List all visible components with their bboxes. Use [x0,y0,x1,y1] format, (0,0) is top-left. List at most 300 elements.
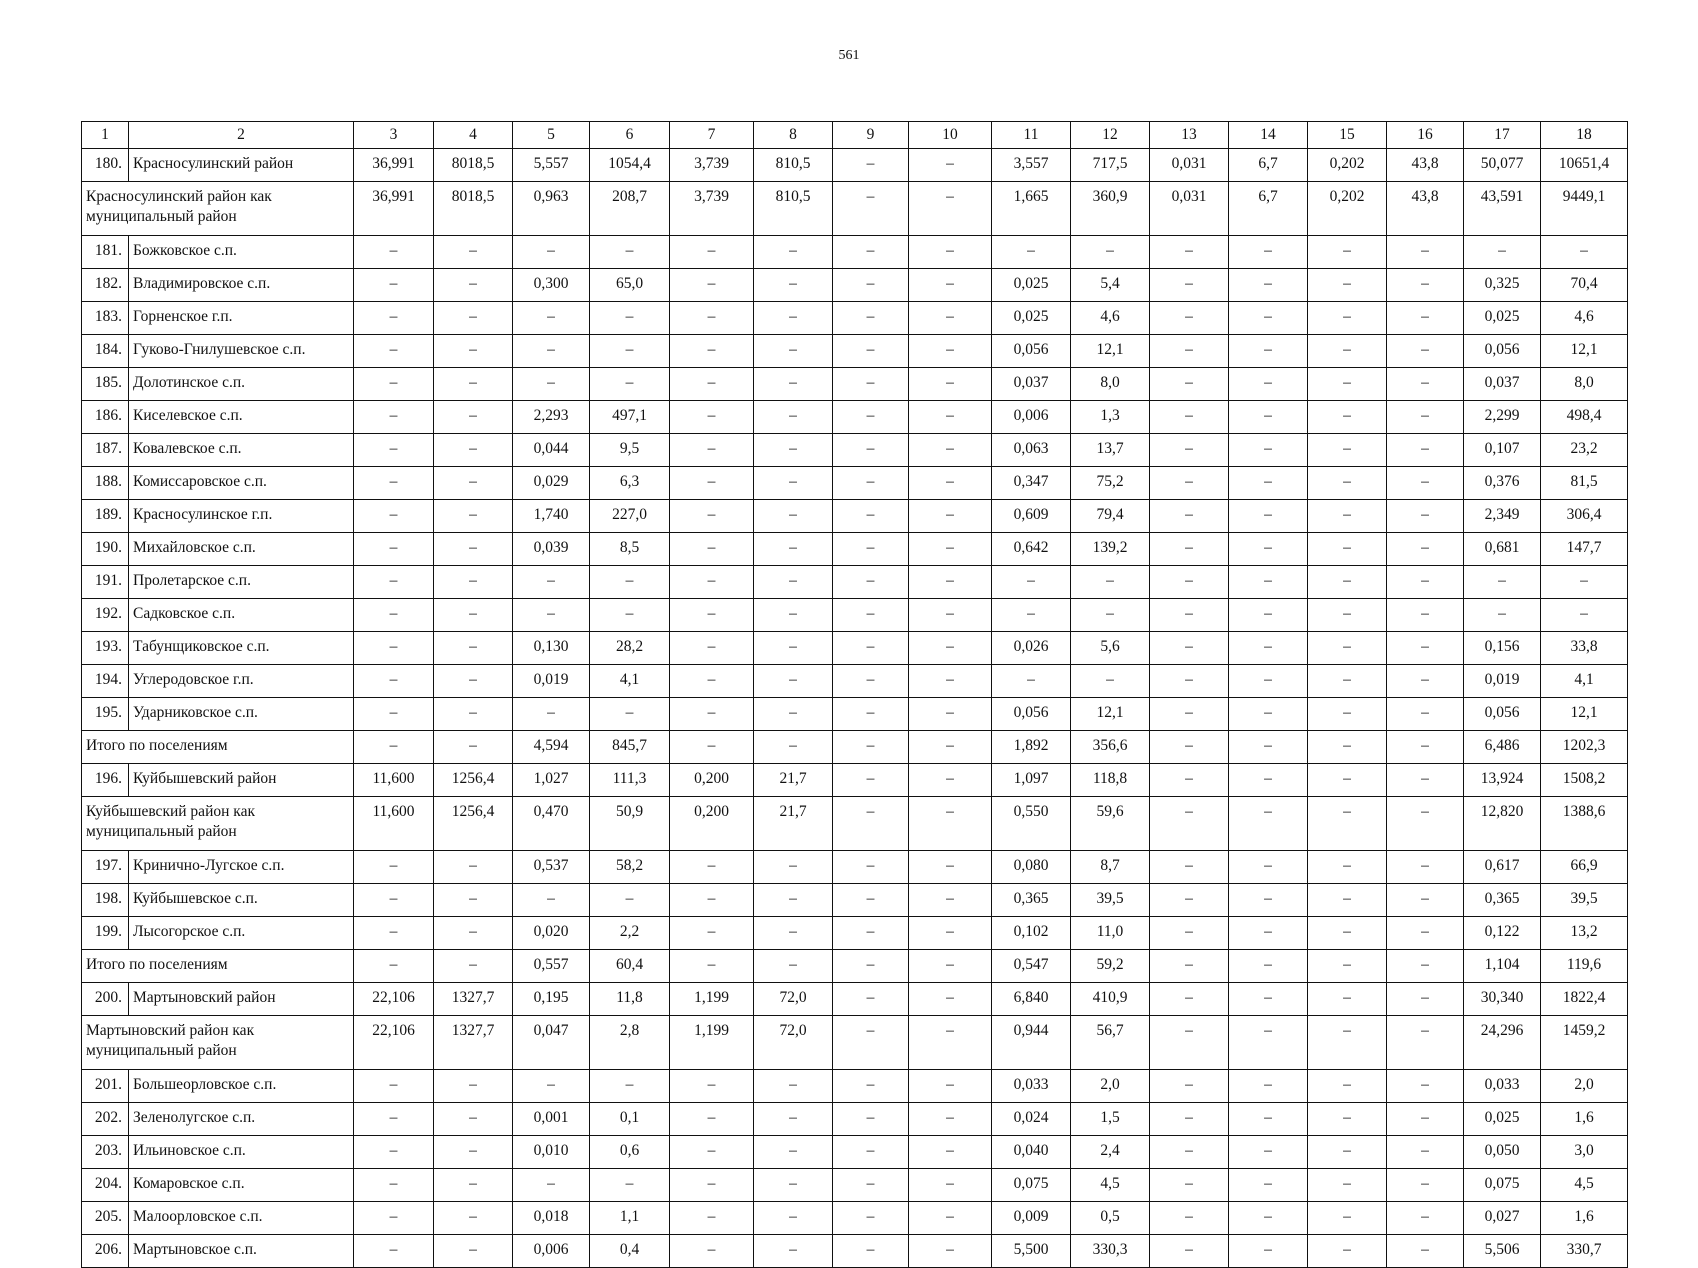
value-cell: – [909,797,992,851]
value-cell: – [354,566,434,599]
value-cell: – [909,917,992,950]
value-cell: – [1387,797,1464,851]
value-cell: 410,9 [1071,983,1150,1016]
value-cell: 39,5 [1071,884,1150,917]
row-name: Ильиновское с.п. [129,1136,354,1169]
value-cell: 0,075 [1464,1169,1541,1202]
value-cell: 10651,4 [1541,149,1628,182]
value-cell: – [1308,1169,1387,1202]
value-cell: – [833,401,909,434]
value-cell: – [434,950,513,983]
value-cell: – [1308,1136,1387,1169]
value-cell: 0,006 [513,1235,590,1268]
value-cell: – [833,467,909,500]
table-row [82,698,1628,731]
value-cell: – [1229,1103,1308,1136]
value-cell: – [513,302,590,335]
value-cell: 147,7 [1541,533,1628,566]
row-number: 182. [82,269,129,302]
value-cell: – [1229,632,1308,665]
row-name: Красносулинское г.п. [129,500,354,533]
value-cell: 12,1 [1071,335,1150,368]
value-cell: – [513,368,590,401]
value-cell: 1822,4 [1541,983,1628,1016]
value-cell: 0,033 [1464,1070,1541,1103]
value-cell: – [1229,533,1308,566]
value-cell: – [1150,884,1229,917]
value-cell: – [434,401,513,434]
table-row [82,1169,1628,1202]
value-cell: – [590,1070,670,1103]
value-cell: – [1071,566,1150,599]
value-cell: – [909,1016,992,1070]
row-number: 190. [82,533,129,566]
value-cell: – [754,368,833,401]
value-cell: 8018,5 [434,182,513,236]
value-cell: – [1308,698,1387,731]
row-label: Итого по поселениям [82,731,354,764]
row-name: Мартыновский район [129,983,354,1016]
value-cell: – [909,302,992,335]
value-cell: – [1071,665,1150,698]
value-cell: 12,1 [1541,335,1628,368]
header-cell: 5 [513,122,590,149]
value-cell: – [754,884,833,917]
value-cell: 0,037 [992,368,1071,401]
value-cell: – [1308,599,1387,632]
value-cell: – [1071,236,1150,269]
value-cell: – [1229,467,1308,500]
value-cell: – [1071,599,1150,632]
value-cell: – [434,467,513,500]
value-cell: – [1229,368,1308,401]
value-cell: 75,2 [1071,467,1150,500]
value-cell: 330,3 [1071,1235,1150,1268]
row-name: Михайловское с.п. [129,533,354,566]
value-cell: 50,9 [590,797,670,851]
value-cell: – [670,368,754,401]
value-cell: – [590,1169,670,1202]
value-cell: 8018,5 [434,149,513,182]
value-cell: – [590,335,670,368]
value-cell: – [833,236,909,269]
value-cell: 0,963 [513,182,590,236]
value-cell: 4,594 [513,731,590,764]
value-cell: 11,600 [354,764,434,797]
value-cell: 9,5 [590,434,670,467]
value-cell: – [434,566,513,599]
row-number: 201. [82,1070,129,1103]
value-cell: – [833,434,909,467]
value-cell: 0,050 [1464,1136,1541,1169]
value-cell: – [909,950,992,983]
value-cell: – [1229,599,1308,632]
row-number: 195. [82,698,129,731]
row-name: Ударниковское с.п. [129,698,354,731]
value-cell: 36,991 [354,182,434,236]
value-cell: – [1308,500,1387,533]
value-cell: 1,199 [670,983,754,1016]
value-cell: – [1541,566,1628,599]
value-cell: 1,1 [590,1202,670,1235]
value-cell: – [1150,566,1229,599]
value-cell: – [909,1235,992,1268]
value-cell: – [354,1235,434,1268]
value-cell: – [909,1169,992,1202]
value-cell: 3,557 [992,149,1071,182]
value-cell: – [1229,983,1308,1016]
row-number: 205. [82,1202,129,1235]
row-name: Углеродовское г.п. [129,665,354,698]
value-cell: – [670,500,754,533]
row-label: Мартыновский район как муниципальный район [82,1016,354,1070]
value-cell: 5,6 [1071,632,1150,665]
value-cell: – [434,1235,513,1268]
row-name: Владимировское с.п. [129,269,354,302]
value-cell: – [1308,1016,1387,1070]
value-cell: – [754,434,833,467]
value-cell: – [833,917,909,950]
value-cell: 59,2 [1071,950,1150,983]
row-number: 199. [82,917,129,950]
value-cell: – [670,851,754,884]
value-cell: 0,037 [1464,368,1541,401]
value-cell: – [670,269,754,302]
value-cell: – [670,335,754,368]
value-cell: – [434,302,513,335]
table-row [82,1202,1628,1235]
value-cell: – [354,467,434,500]
row-label: Красносулинский район как муниципальный район [82,182,354,236]
value-cell: – [434,884,513,917]
subtotal-row [82,797,1628,851]
row-name: Божковское с.п. [129,236,354,269]
value-cell: – [1308,302,1387,335]
row-name: Малоорловское с.п. [129,1202,354,1235]
value-cell: – [909,665,992,698]
value-cell: – [754,1169,833,1202]
value-cell: – [1229,764,1308,797]
table-row [82,599,1628,632]
value-cell: – [1150,368,1229,401]
value-cell: 28,2 [590,632,670,665]
value-cell: – [754,302,833,335]
row-name: Комаровское с.п. [129,1169,354,1202]
value-cell: 5,4 [1071,269,1150,302]
value-cell: – [909,149,992,182]
header-cell: 12 [1071,122,1150,149]
table-row [82,851,1628,884]
value-cell: – [1150,764,1229,797]
value-cell: 11,8 [590,983,670,1016]
value-cell: – [833,1235,909,1268]
value-cell: 0,001 [513,1103,590,1136]
value-cell: – [1229,1235,1308,1268]
value-cell: – [434,368,513,401]
value-cell: 0,1 [590,1103,670,1136]
value-cell: 3,739 [670,182,754,236]
value-cell: 1327,7 [434,983,513,1016]
value-cell: – [354,401,434,434]
value-cell: 330,7 [1541,1235,1628,1268]
value-cell: – [1308,1235,1387,1268]
value-cell: – [1308,917,1387,950]
value-cell: 22,106 [354,1016,434,1070]
value-cell: 845,7 [590,731,670,764]
value-cell: – [354,1202,434,1235]
row-label: Куйбышевский район как муниципальный район [82,797,354,851]
value-cell: 1202,3 [1541,731,1628,764]
value-cell: – [1229,1136,1308,1169]
value-cell: – [1387,884,1464,917]
table-row [82,269,1628,302]
value-cell: – [1229,1016,1308,1070]
value-cell: 810,5 [754,182,833,236]
value-cell: – [670,632,754,665]
row-number: 188. [82,467,129,500]
value-cell: – [754,269,833,302]
value-cell: – [992,236,1071,269]
value-cell: – [670,950,754,983]
value-cell: – [833,698,909,731]
value-cell: – [909,1136,992,1169]
value-cell: – [992,599,1071,632]
value-cell: – [590,698,670,731]
value-cell: – [1387,1016,1464,1070]
value-cell: 1256,4 [434,764,513,797]
value-cell: 111,3 [590,764,670,797]
value-cell: 11,600 [354,797,434,851]
value-cell: 1508,2 [1541,764,1628,797]
value-cell: – [1387,434,1464,467]
table-row [82,1070,1628,1103]
value-cell: – [833,1136,909,1169]
row-name: Табунщиковское с.п. [129,632,354,665]
value-cell: 4,6 [1541,302,1628,335]
value-cell: – [1387,566,1464,599]
value-cell: – [1387,500,1464,533]
value-cell: – [833,764,909,797]
row-name: Зеленолугское с.п. [129,1103,354,1136]
table-row [82,467,1628,500]
row-name: Лысогорское с.п. [129,917,354,950]
value-cell: – [1229,500,1308,533]
value-cell: 0,6 [590,1136,670,1169]
value-cell: – [1387,335,1464,368]
value-cell: – [833,149,909,182]
value-cell: – [833,599,909,632]
value-cell: 2,299 [1464,401,1541,434]
value-cell: 0,102 [992,917,1071,950]
value-cell: 0,009 [992,1202,1071,1235]
value-cell: – [833,302,909,335]
value-cell: – [833,884,909,917]
value-cell: 0,4 [590,1235,670,1268]
value-cell: – [354,917,434,950]
header-cell: 17 [1464,122,1541,149]
header-cell: 13 [1150,122,1229,149]
value-cell: – [670,434,754,467]
value-cell: 3,0 [1541,1136,1628,1169]
row-number: 196. [82,764,129,797]
value-cell: – [1387,1235,1464,1268]
value-cell: 0,609 [992,500,1071,533]
value-cell: 1256,4 [434,797,513,851]
value-cell: – [1387,1169,1464,1202]
value-cell: – [909,401,992,434]
table-row [82,983,1628,1016]
value-cell: 43,8 [1387,182,1464,236]
value-cell: – [1308,335,1387,368]
value-cell: – [909,467,992,500]
value-cell: – [1387,302,1464,335]
value-cell: – [354,236,434,269]
value-cell: 3,739 [670,149,754,182]
value-cell: – [434,434,513,467]
value-cell: – [909,632,992,665]
value-cell: – [354,368,434,401]
value-cell: – [1150,434,1229,467]
value-cell: 0,547 [992,950,1071,983]
value-cell: – [1308,851,1387,884]
value-cell: – [1150,500,1229,533]
value-cell: 21,7 [754,797,833,851]
value-cell: 1388,6 [1541,797,1628,851]
value-cell: 72,0 [754,1016,833,1070]
value-cell: – [1150,1136,1229,1169]
value-cell: – [754,665,833,698]
value-cell: – [1464,566,1541,599]
value-cell: 6,840 [992,983,1071,1016]
value-cell: 227,0 [590,500,670,533]
value-cell: – [833,182,909,236]
value-cell: – [434,500,513,533]
value-cell: – [670,467,754,500]
header-cell: 15 [1308,122,1387,149]
value-cell: 1,6 [1541,1202,1628,1235]
value-cell: – [754,731,833,764]
value-cell: 22,106 [354,983,434,1016]
value-cell: – [1150,665,1229,698]
value-cell: 6,7 [1229,149,1308,182]
value-cell: – [670,917,754,950]
value-cell: – [670,566,754,599]
value-cell: 0,031 [1150,149,1229,182]
value-cell: – [1229,566,1308,599]
value-cell: 4,6 [1071,302,1150,335]
table-row [82,434,1628,467]
value-cell: – [1150,1202,1229,1235]
value-cell: 0,122 [1464,917,1541,950]
value-cell: 2,4 [1071,1136,1150,1169]
value-cell: – [1387,983,1464,1016]
value-cell: – [833,797,909,851]
data-table [81,121,1628,1268]
value-cell: – [354,335,434,368]
header-cell: 10 [909,122,992,149]
value-cell: – [354,269,434,302]
value-cell: 0,200 [670,764,754,797]
row-name: Мартыновское с.п. [129,1235,354,1268]
value-cell: – [1150,335,1229,368]
value-cell: 1,104 [1464,950,1541,983]
value-cell: 208,7 [590,182,670,236]
row-name: Красносулинский район [129,149,354,182]
value-cell: – [1387,665,1464,698]
value-cell: – [1229,236,1308,269]
value-cell: 4,1 [590,665,670,698]
value-cell: 2,2 [590,917,670,950]
value-cell: – [1387,599,1464,632]
value-cell: – [1150,950,1229,983]
value-cell: – [754,698,833,731]
value-cell: – [754,851,833,884]
value-cell: 0,040 [992,1136,1071,1169]
header-cell: 6 [590,122,670,149]
value-cell: – [833,269,909,302]
value-cell: 6,486 [1464,731,1541,764]
value-cell: – [1150,983,1229,1016]
value-cell: – [513,884,590,917]
value-cell: – [909,731,992,764]
value-cell: 0,195 [513,983,590,1016]
value-cell: 1,665 [992,182,1071,236]
row-number: 192. [82,599,129,632]
header-cell: 16 [1387,122,1464,149]
value-cell: 8,7 [1071,851,1150,884]
value-cell: – [1464,236,1541,269]
value-cell: 5,506 [1464,1235,1541,1268]
value-cell: – [434,917,513,950]
value-cell: – [354,632,434,665]
value-cell: – [1229,851,1308,884]
value-cell: – [1308,731,1387,764]
subtotal-row [82,950,1628,983]
value-cell: – [670,884,754,917]
value-cell: 43,8 [1387,149,1464,182]
value-cell: – [1387,1070,1464,1103]
value-cell: – [590,884,670,917]
table-row [82,500,1628,533]
value-cell: – [434,632,513,665]
value-cell: – [833,1016,909,1070]
subtotal-row [82,182,1628,236]
value-cell: – [670,1103,754,1136]
value-cell: 2,0 [1541,1070,1628,1103]
value-cell: – [1308,1103,1387,1136]
header-cell: 8 [754,122,833,149]
value-cell: – [1229,698,1308,731]
header-cell: 18 [1541,122,1628,149]
value-cell: – [1229,1202,1308,1235]
row-number: 189. [82,500,129,533]
value-cell: – [833,851,909,884]
value-cell: 0,056 [992,698,1071,731]
value-cell: – [1387,1103,1464,1136]
value-cell: 0,365 [1464,884,1541,917]
value-cell: – [833,731,909,764]
value-cell: 66,9 [1541,851,1628,884]
value-cell: 1327,7 [434,1016,513,1070]
value-cell: 0,025 [992,269,1071,302]
value-cell: 1,199 [670,1016,754,1070]
value-cell: – [1150,533,1229,566]
row-name: Долотинское с.п. [129,368,354,401]
value-cell: – [1387,950,1464,983]
value-cell: 8,0 [1541,368,1628,401]
value-cell: – [354,599,434,632]
value-cell: 6,3 [590,467,670,500]
